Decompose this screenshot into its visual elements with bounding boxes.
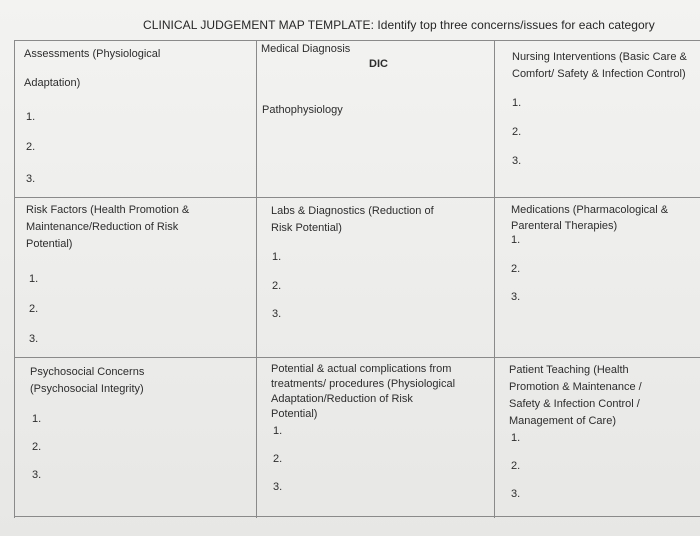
complications-heading-line1: Potential & actual complications from [271,363,452,375]
psychosocial-item-1: 1. [32,413,42,425]
clinical-judgement-map-table [14,40,700,518]
medications-item-1: 1. [511,234,521,246]
patient-teaching-heading-line2: Promotion & Maintenance / [509,381,642,393]
table-border-left [14,40,15,518]
complications-item-3: 3. [273,481,283,493]
psychosocial-item-3: 3. [32,469,42,481]
labs-item-2: 2. [272,280,282,292]
complications-heading-line3: Adaptation/Reduction of Risk [271,393,413,405]
labs-item-1: 1. [272,251,282,263]
nursing-interventions-item-1: 1. [512,97,522,109]
medications-heading-line1: Medications (Pharmacological & [511,204,669,216]
risk-factors-item-2: 2. [29,303,39,315]
nursing-interventions-item-3: 3. [512,155,522,167]
labs-item-3: 3. [272,308,282,320]
table-border-bottom [14,516,700,517]
psychosocial-heading-line1: Psychosocial Concerns [30,366,145,378]
medications-heading-line2: Parenteral Therapies) [511,220,618,232]
assessments-item-3: 3. [26,173,36,185]
patient-teaching-item-3: 3. [511,488,521,500]
patient-teaching-item-2: 2. [511,460,521,472]
column-divider-2 [494,40,495,518]
nursing-interventions-heading-line2: Comfort/ Safety & Infection Control) [512,68,686,80]
patient-teaching-heading-line3: Safety & Infection Control / [509,398,640,410]
psychosocial-heading-line2: (Psychosocial Integrity) [30,383,144,395]
page-title: CLINICAL JUDGEMENT MAP TEMPLATE: Identify top three concerns/issues for each category [143,18,655,32]
psychosocial-item-2: 2. [32,441,42,453]
risk-factors-heading-line2: Maintenance/Reduction of Risk [26,221,179,233]
column-divider-1 [256,40,257,518]
medications-item-3: 3. [511,291,521,303]
diagnosis-value: DIC [369,58,388,70]
row-divider-2 [14,357,700,358]
risk-factors-item-3: 3. [29,333,39,345]
patient-teaching-heading-line1: Patient Teaching (Health [509,364,629,376]
pathophysiology-label: Pathophysiology [262,104,343,116]
row-divider-1 [14,197,700,198]
assessments-heading-line2: Adaptation) [24,77,81,89]
risk-factors-heading-line1: Risk Factors (Health Promotion & [26,204,190,216]
nursing-interventions-heading-line1: Nursing Interventions (Basic Care & [512,51,687,63]
assessments-heading-line1: Assessments (Physiological [24,48,161,60]
medical-diagnosis-heading: Medical Diagnosis [261,43,351,55]
assessments-item-1: 1. [26,111,36,123]
labs-heading-line1: Labs & Diagnostics (Reduction of [271,205,434,217]
nursing-interventions-item-2: 2. [512,126,522,138]
complications-heading-line4: Potential) [271,408,318,420]
complications-item-1: 1. [273,425,283,437]
table-border-top [14,40,700,41]
risk-factors-heading-line3: Potential) [26,238,73,250]
labs-heading-line2: Risk Potential) [271,222,342,234]
complications-item-2: 2. [273,453,283,465]
complications-heading-line2: treatments/ procedures (Physiological [271,378,456,390]
patient-teaching-heading-line4: Management of Care) [509,415,616,427]
medications-item-2: 2. [511,263,521,275]
assessments-item-2: 2. [26,141,36,153]
risk-factors-item-1: 1. [29,273,39,285]
patient-teaching-item-1: 1. [511,432,521,444]
